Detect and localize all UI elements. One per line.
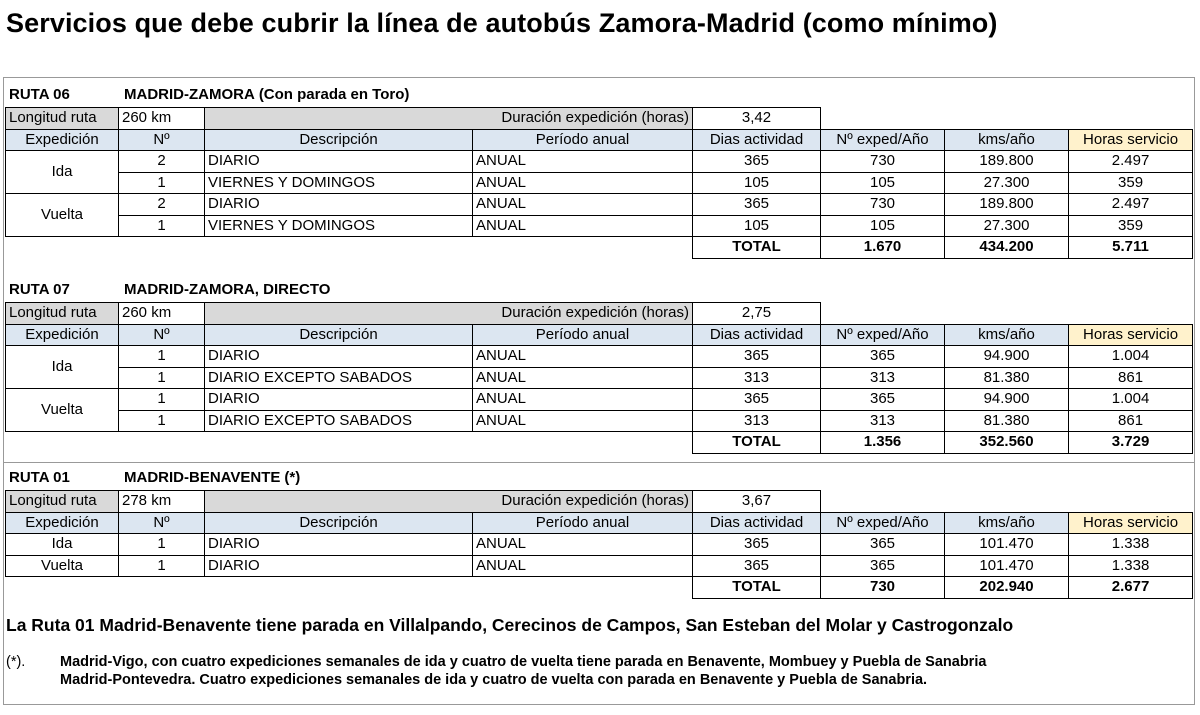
kms-cell: 94.900 [945, 346, 1069, 368]
dias-cell: 105 [693, 215, 821, 237]
total-row [6, 432, 1193, 454]
dias-cell: 365 [693, 151, 821, 173]
route-code: RUTA 06 [9, 86, 70, 103]
exped-cell: 313 [821, 367, 945, 389]
num-cell: 1 [119, 367, 205, 389]
table-row [6, 151, 1193, 173]
column-header: Nº exped/Año [821, 129, 945, 151]
longitud-label: Longitud ruta [6, 491, 119, 513]
route-header [9, 468, 300, 488]
kms-cell: 81.380 [945, 410, 1069, 432]
descripcion-cell: DIARIO [205, 194, 473, 216]
horas-cell: 359 [1069, 172, 1193, 194]
column-header-row [6, 129, 1193, 151]
total-label: TOTAL [693, 577, 821, 599]
longitud-label: Longitud ruta [6, 108, 119, 130]
exped-cell: 730 [821, 194, 945, 216]
exped-cell: 105 [821, 215, 945, 237]
route-header [9, 280, 330, 300]
column-header: Horas servicio [1069, 129, 1193, 151]
duracion-label: Duración expedición (horas) [205, 303, 693, 325]
horas-cell: 861 [1069, 367, 1193, 389]
column-header: kms/año [945, 129, 1069, 151]
section-divider [3, 462, 1195, 463]
periodo-cell: ANUAL [473, 367, 693, 389]
page-title: Servicios que debe cubrir la línea de autobús Zamora-Madrid (como mínimo) [6, 8, 998, 38]
empty-cell [821, 491, 1193, 513]
column-header: kms/año [945, 512, 1069, 534]
periodo-cell: ANUAL [473, 194, 693, 216]
periodo-cell: ANUAL [473, 555, 693, 577]
total-row [6, 577, 1193, 599]
periodo-cell: ANUAL [473, 151, 693, 173]
empty-cell [6, 237, 693, 259]
kms-cell: 189.800 [945, 151, 1069, 173]
column-header: Horas servicio [1069, 324, 1193, 346]
periodo-cell: ANUAL [473, 346, 693, 368]
descripcion-cell: VIERNES Y DOMINGOS [205, 172, 473, 194]
route-table [5, 302, 1193, 454]
expedicion-label: Ida [6, 151, 119, 194]
total-kms: 352.560 [945, 432, 1069, 454]
exped-cell: 365 [821, 389, 945, 411]
exped-cell: 313 [821, 410, 945, 432]
longitud-value: 260 km [119, 108, 205, 130]
route-info-row [6, 491, 1193, 513]
descripcion-cell: DIARIO [205, 534, 473, 556]
dias-cell: 313 [693, 367, 821, 389]
num-cell: 1 [119, 346, 205, 368]
column-header: Dias actividad [693, 129, 821, 151]
horas-cell: 359 [1069, 215, 1193, 237]
table-row [6, 194, 1193, 216]
descripcion-cell: DIARIO EXCEPTO SABADOS [205, 410, 473, 432]
horas-cell: 861 [1069, 410, 1193, 432]
route-info-row [6, 303, 1193, 325]
table-row [6, 389, 1193, 411]
total-label: TOTAL [693, 237, 821, 259]
descripcion-cell: DIARIO [205, 389, 473, 411]
table-row [6, 410, 1193, 432]
empty-cell [6, 577, 693, 599]
column-header: Período anual [473, 324, 693, 346]
num-cell: 2 [119, 194, 205, 216]
horas-cell: 1.338 [1069, 534, 1193, 556]
column-header: Nº [119, 129, 205, 151]
dias-cell: 365 [693, 194, 821, 216]
footnote-line: Madrid-Vigo, con cuatro expediciones semanales de ida y cuatro de vuelta tiene parada en Benavente, Mombuey y Puebla de Sanabria [60, 654, 987, 670]
descripcion-cell: VIERNES Y DOMINGOS [205, 215, 473, 237]
kms-cell: 81.380 [945, 367, 1069, 389]
total-exped: 1.356 [821, 432, 945, 454]
dias-cell: 365 [693, 555, 821, 577]
kms-cell: 189.800 [945, 194, 1069, 216]
num-cell: 1 [119, 389, 205, 411]
horas-cell: 1.004 [1069, 346, 1193, 368]
total-horas: 3.729 [1069, 432, 1193, 454]
stops-note: La Ruta 01 Madrid-Benavente tiene parada en Villalpando, Cerecinos de Campos, San Esteban del Molar y Castrogonzalo [6, 615, 1014, 635]
dias-cell: 105 [693, 172, 821, 194]
expedicion-label: Ida [6, 534, 119, 556]
table-row [6, 215, 1193, 237]
total-kms: 202.940 [945, 577, 1069, 599]
kms-cell: 101.470 [945, 555, 1069, 577]
route-info-row [6, 108, 1193, 130]
periodo-cell: ANUAL [473, 389, 693, 411]
total-kms: 434.200 [945, 237, 1069, 259]
num-cell: 1 [119, 534, 205, 556]
column-header: Nº [119, 512, 205, 534]
exped-cell: 365 [821, 534, 945, 556]
column-header: Dias actividad [693, 324, 821, 346]
column-header-row [6, 512, 1193, 534]
total-label: TOTAL [693, 432, 821, 454]
dias-cell: 365 [693, 389, 821, 411]
num-cell: 2 [119, 151, 205, 173]
table-row [6, 534, 1193, 556]
column-header: Período anual [473, 129, 693, 151]
duracion-label: Duración expedición (horas) [205, 108, 693, 130]
footnote-mark: (*). [6, 654, 26, 670]
exped-cell: 730 [821, 151, 945, 173]
kms-cell: 94.900 [945, 389, 1069, 411]
empty-cell [6, 432, 693, 454]
longitud-value: 260 km [119, 303, 205, 325]
exped-cell: 105 [821, 172, 945, 194]
route-note: (*) [284, 469, 301, 486]
dias-cell: 313 [693, 410, 821, 432]
longitud-value: 278 km [119, 491, 205, 513]
kms-cell: 27.300 [945, 215, 1069, 237]
horas-cell: 2.497 [1069, 151, 1193, 173]
route-code: RUTA 07 [9, 281, 70, 298]
column-header: Descripción [205, 512, 473, 534]
column-header: Descripción [205, 129, 473, 151]
expedicion-label: Vuelta [6, 389, 119, 432]
route-code: RUTA 01 [9, 469, 70, 486]
exped-cell: 365 [821, 555, 945, 577]
descripcion-cell: DIARIO [205, 151, 473, 173]
duracion-label: Duración expedición (horas) [205, 491, 693, 513]
dias-cell: 365 [693, 346, 821, 368]
column-header: Expedición [6, 129, 119, 151]
expedicion-label: Vuelta [6, 194, 119, 237]
column-header: kms/año [945, 324, 1069, 346]
longitud-label: Longitud ruta [6, 303, 119, 325]
column-header: Nº exped/Año [821, 324, 945, 346]
route-name: MADRID-ZAMORA [124, 86, 255, 103]
column-header: Expedición [6, 324, 119, 346]
column-header: Expedición [6, 512, 119, 534]
column-header-row [6, 324, 1193, 346]
table-row [6, 172, 1193, 194]
kms-cell: 27.300 [945, 172, 1069, 194]
dias-cell: 365 [693, 534, 821, 556]
num-cell: 1 [119, 410, 205, 432]
route-name: MADRID-ZAMORA, DIRECTO [124, 281, 331, 298]
horas-cell: 1.004 [1069, 389, 1193, 411]
num-cell: 1 [119, 172, 205, 194]
table-row [6, 367, 1193, 389]
route-table [5, 490, 1193, 599]
expedicion-label: Ida [6, 346, 119, 389]
horas-cell: 1.338 [1069, 555, 1193, 577]
table-row [6, 555, 1193, 577]
column-header: Dias actividad [693, 512, 821, 534]
table-row [6, 346, 1193, 368]
descripcion-cell: DIARIO EXCEPTO SABADOS [205, 367, 473, 389]
empty-cell [821, 303, 1193, 325]
periodo-cell: ANUAL [473, 215, 693, 237]
total-horas: 5.711 [1069, 237, 1193, 259]
kms-cell: 101.470 [945, 534, 1069, 556]
periodo-cell: ANUAL [473, 534, 693, 556]
footnote-line: Madrid-Pontevedra. Cuatro expediciones semanales de ida y cuatro de vuelta con parada en Benavente y Puebla de Sanabria. [60, 672, 928, 688]
column-header: Nº exped/Año [821, 512, 945, 534]
horas-cell: 2.497 [1069, 194, 1193, 216]
column-header: Período anual [473, 512, 693, 534]
empty-cell [821, 108, 1193, 130]
descripcion-cell: DIARIO [205, 555, 473, 577]
column-header: Nº [119, 324, 205, 346]
total-horas: 2.677 [1069, 577, 1193, 599]
route-table [5, 107, 1193, 259]
route-header [9, 85, 409, 105]
duracion-value: 3,67 [693, 491, 821, 513]
duracion-value: 3,42 [693, 108, 821, 130]
total-exped: 730 [821, 577, 945, 599]
duracion-value: 2,75 [693, 303, 821, 325]
periodo-cell: ANUAL [473, 172, 693, 194]
exped-cell: 365 [821, 346, 945, 368]
column-header: Descripción [205, 324, 473, 346]
route-name: MADRID-BENAVENTE [124, 469, 281, 486]
num-cell: 1 [119, 215, 205, 237]
descripcion-cell: DIARIO [205, 346, 473, 368]
total-row [6, 237, 1193, 259]
num-cell: 1 [119, 555, 205, 577]
expedicion-label: Vuelta [6, 555, 119, 577]
column-header: Horas servicio [1069, 512, 1193, 534]
periodo-cell: ANUAL [473, 410, 693, 432]
route-note: (Con parada en Toro) [258, 86, 410, 103]
total-exped: 1.670 [821, 237, 945, 259]
